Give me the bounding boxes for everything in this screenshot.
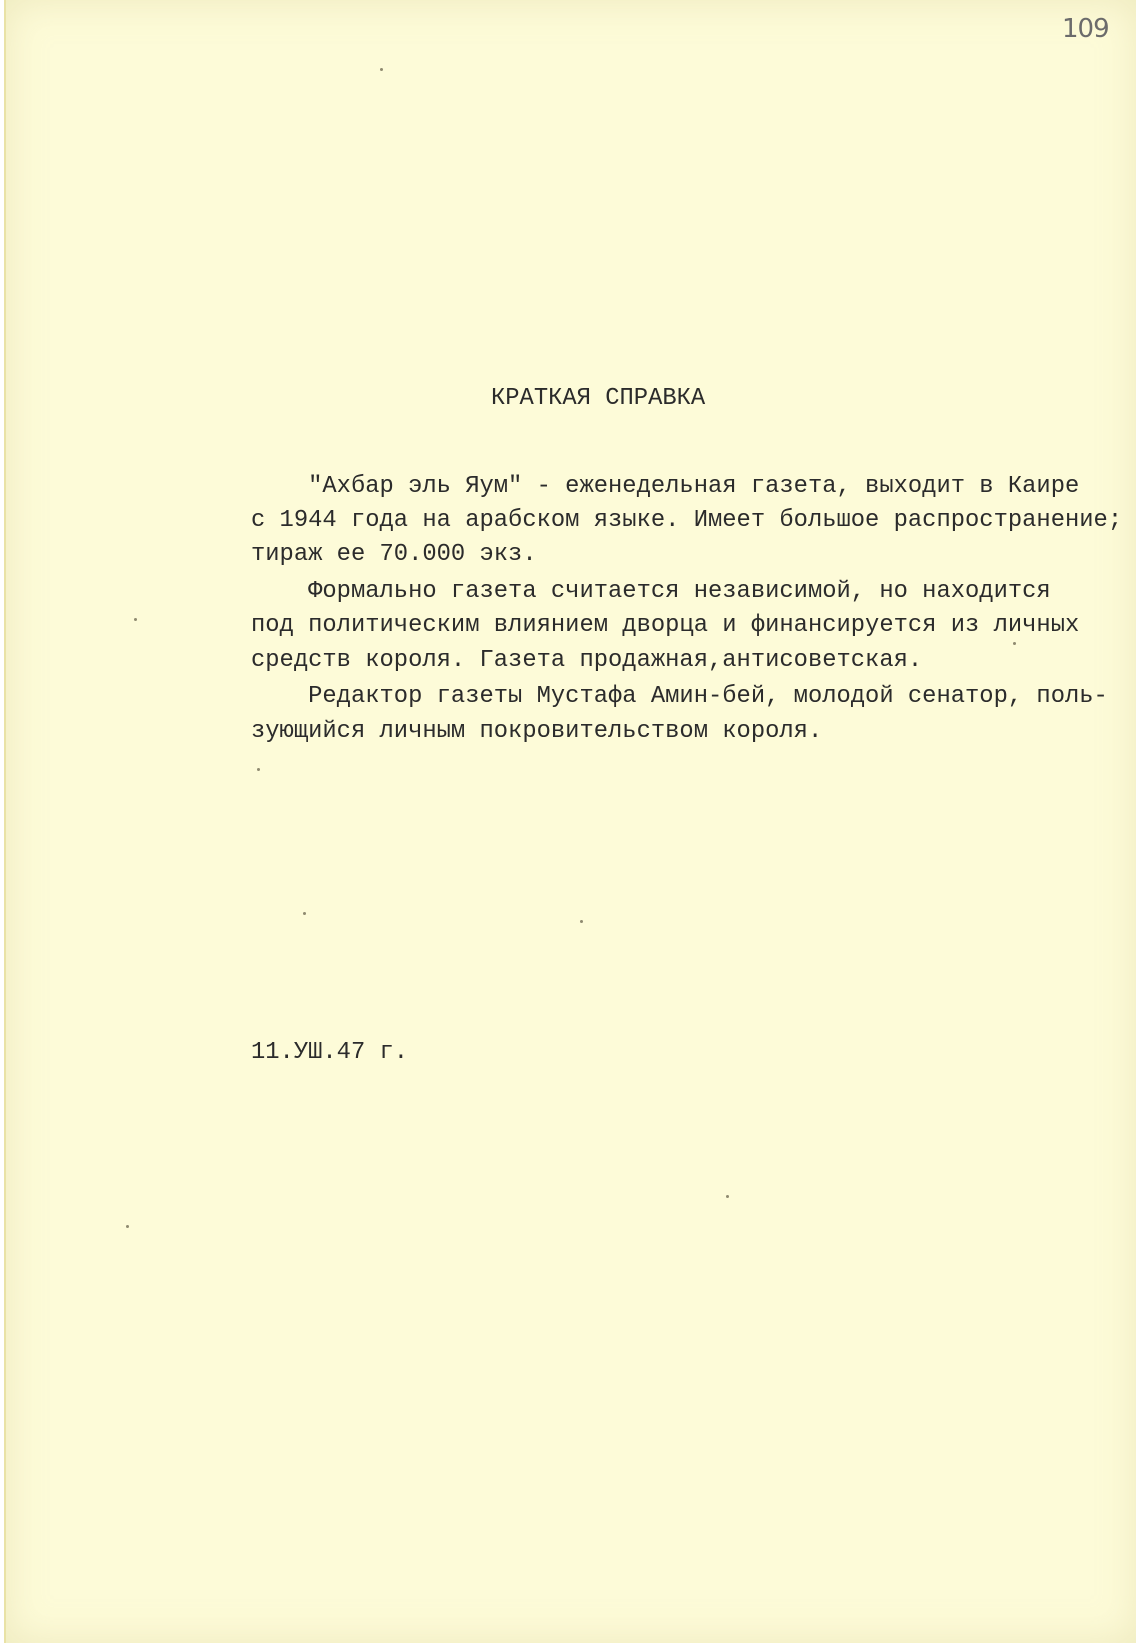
body-line: Редактор газеты Мустафа Амин-бей, молодой сенатор, поль- <box>251 683 1108 710</box>
paper-speck <box>580 920 583 923</box>
body-line: "Ахбар эль Яум" - еженедельная газета, выходит в Каире <box>251 473 1080 500</box>
body-line: средств короля. Газета продажная,антисоветская. <box>251 647 923 674</box>
paper-speck <box>726 1195 729 1198</box>
paper-sheet <box>4 0 1138 1643</box>
document-title: КРАТКАЯ СПРАВКА <box>491 385 706 412</box>
paper-speck <box>257 768 260 771</box>
paper-speck <box>126 1225 129 1228</box>
body-line: тираж ее 70.000 экз. <box>251 541 537 568</box>
body-line: зующийся личным покровительством короля. <box>251 718 823 745</box>
document-date: 11.УШ.47 г. <box>251 1039 409 1066</box>
paper-speck <box>1013 642 1016 645</box>
paper-speck <box>303 912 306 915</box>
body-line: с 1944 года на арабском языке. Имеет большое распространение; <box>251 507 1123 534</box>
body-line: под политическим влиянием дворца и финансируется из личных <box>251 612 1080 639</box>
paper-speck <box>380 68 383 71</box>
paper-speck <box>134 618 137 621</box>
scan-margin-right <box>1136 0 1146 1643</box>
body-line: Формально газета считается независимой, но находится <box>251 578 1051 605</box>
folio-number: 109 <box>1062 14 1109 44</box>
